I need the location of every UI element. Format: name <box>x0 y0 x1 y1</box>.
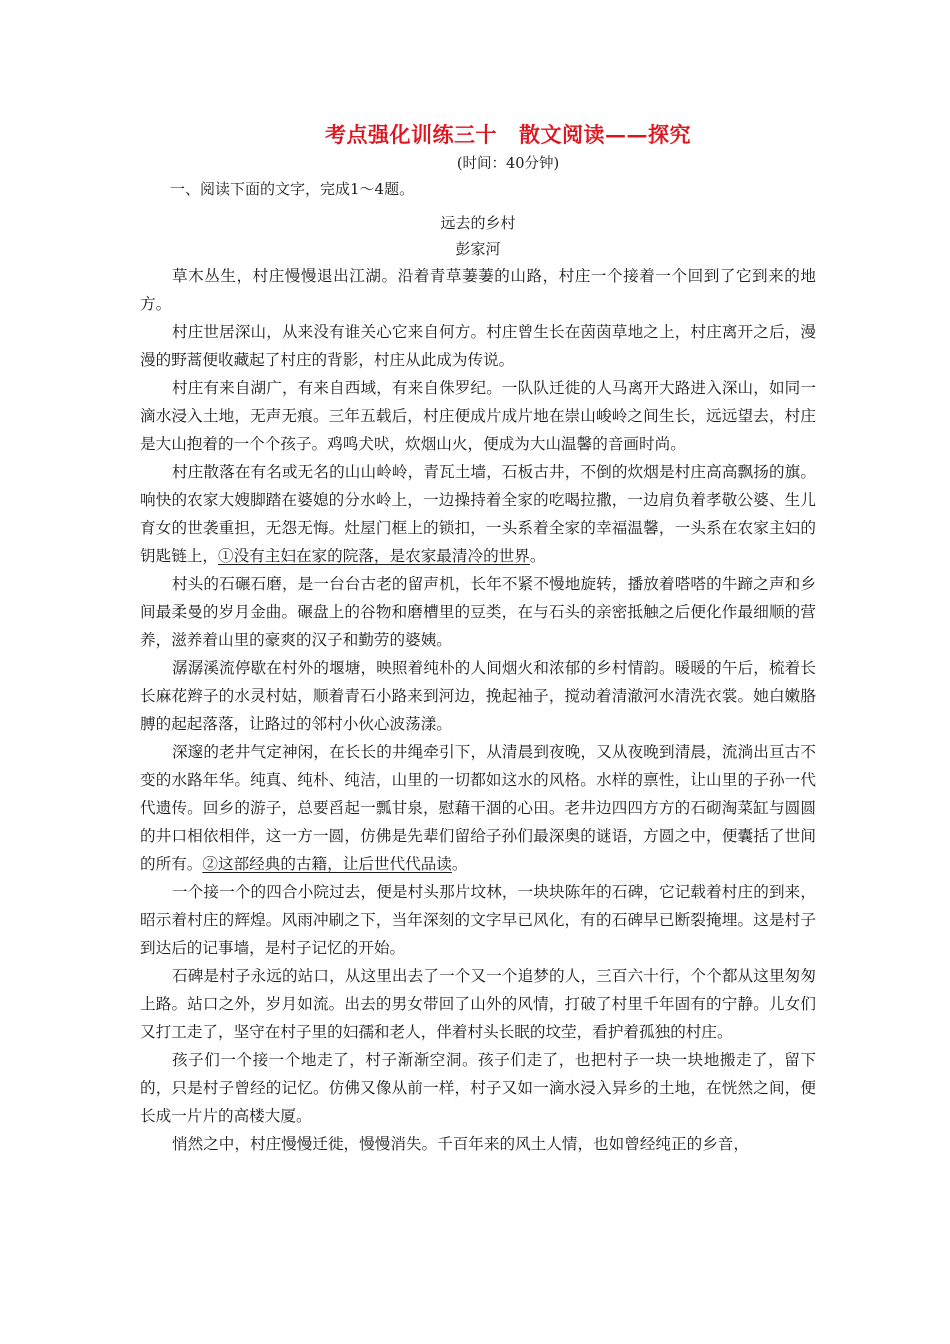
punctuation: 。 <box>529 547 546 565</box>
page-title <box>200 120 816 152</box>
paragraph: 一个接一个的四合小院过去，便是村头那片坟林，一块块陈年的石碑，它记载着村庄的到来，昭示着村庄的辉煌。风雨冲刷之下，当年深刻的文字早已风化，有的石碑早已断裂掩埋。这是村子到达后的记事墙，是村子记忆的开始。 <box>140 883 816 957</box>
title-right: 散文阅读——探究 <box>519 122 691 147</box>
paragraph: 草木丛生，村庄慢慢退出江湖。沿着青草萋萋的山路，村庄一个接着一个回到了它到来的地方。 <box>140 267 816 313</box>
paragraph-with-underline-2 <box>140 738 816 878</box>
paragraph: 悄然之中，村庄慢慢迁徙，慢慢消失。千百年来的风土人情，也如曾经纯正的乡音， <box>172 1135 749 1153</box>
paragraph: 村头的石碾石磨，是一台台古老的留声机，长年不紧不慢地旋转，播放着嗒嗒的牛蹄之声和乡间最柔曼的岁月金曲。碾盘上的谷物和磨槽里的豆类，在与石头的亲密抵触之后便化作最细顺的营养，滋养着山里的豪爽的汉子和勤劳的婆姨。 <box>140 575 816 649</box>
underlined-sentence-2: ②这部经典的古籍，让后世代代品读 <box>202 855 452 873</box>
paragraph: 村庄世居深山，从来没有谁关心它来自何方。村庄曾生长在茵茵草地之上，村庄离开之后，漫漫的野蒿便收藏起了村庄的背影，村庄从此成为传说。 <box>140 323 816 369</box>
section-instruction: 一、阅读下面的文字，完成1～4题。 <box>170 180 415 198</box>
paragraph: 石碑是村子永远的站口，从这里出去了一个又一个追梦的人，三百六十行，个个都从这里匆匆上路。站口之外，岁月如流。出去的男女带回了山外的风情，打破了村里千年固有的宁静。儿女们又打工走了，坚守在村子里的妇孺和老人，伴着村头长眠的坟茔，看护着孤独的村庄。 <box>140 967 816 1041</box>
paragraph: 孩子们一个接一个地走了，村子渐渐空洞。孩子们走了，也把村子一块一块地搬走了，留下的，只是村子曾经的记忆。仿佛又像从前一样，村子又如一滴水浸入异乡的土地，在恍然之间，便长成一片片的高楼大厦。 <box>140 1051 816 1125</box>
paragraph-text: 村庄散落在有名或无名的山山岭岭，青瓦土墙，石板古井，不倒的炊烟是村庄高高飘扬的旗。响快的农家大嫂脚踏在婆媳的分水岭上，一边操持着全家的吃喝拉撒，一边肩负着孝敬公婆、生儿育女的世袭重担，无怨无悔。灶屋门框上的锁扣，一头系着全家的幸福温馨，一头系在农家主妇的钥匙链上， <box>140 463 816 565</box>
title-left: 考点强化训练三十 <box>325 122 497 147</box>
essay-title: 远去的乡村 <box>440 214 516 232</box>
essay-author: 彭家河 <box>455 240 501 258</box>
paragraph-text: 深邃的老井气定神闲，在长长的井绳牵引下，从清晨到夜晚，又从夜晚到清晨，流淌出亘古不变的水路年华。纯真、纯朴、纯洁，山里的一切都如这水的风格。水样的禀性，让山里的子孙一代代遗传。回乡的游子，总要舀起一瓢甘泉，慰藉干涸的心田。老井边四四方方的石砌淘菜缸与圆圆的井口相依相伴，这一方一圆，仿佛是先辈们留给子孙们最深奥的谜语，方圆之中，便囊括了世间的所有。 <box>140 743 816 873</box>
paragraph-with-underline-1 <box>140 458 816 570</box>
punctuation: 。 <box>451 855 468 873</box>
time-limit: (时间：40分钟) <box>456 156 560 172</box>
underlined-sentence-1: ①没有主妇在家的院落，是农家最清冷的世界 <box>217 547 530 565</box>
paragraph: 村庄有来自湖广，有来自西域，有来自侏罗纪。一队队迁徙的人马离开大路进入深山，如同一滴水浸入土地，无声无痕。三年五载后，村庄便成片成片地在崇山峻岭之间生长，远远望去，村庄是大山抱着的一个个孩子。鸡鸣犬吠，炊烟山火，便成为大山温馨的音画时尚。 <box>140 379 816 453</box>
paragraph: 潺潺溪流停歇在村外的堰塘，映照着纯朴的人间烟火和浓郁的乡村情韵。暖暖的午后，梳着长长麻花辫子的水灵村姑，顺着青石小路来到河边，挽起袖子，搅动着清澈河水清洗衣裳。她白嫩胳膊的起起落落，让路过的邻村小伙心波荡漾。 <box>140 659 816 733</box>
document-page <box>140 120 816 1158</box>
